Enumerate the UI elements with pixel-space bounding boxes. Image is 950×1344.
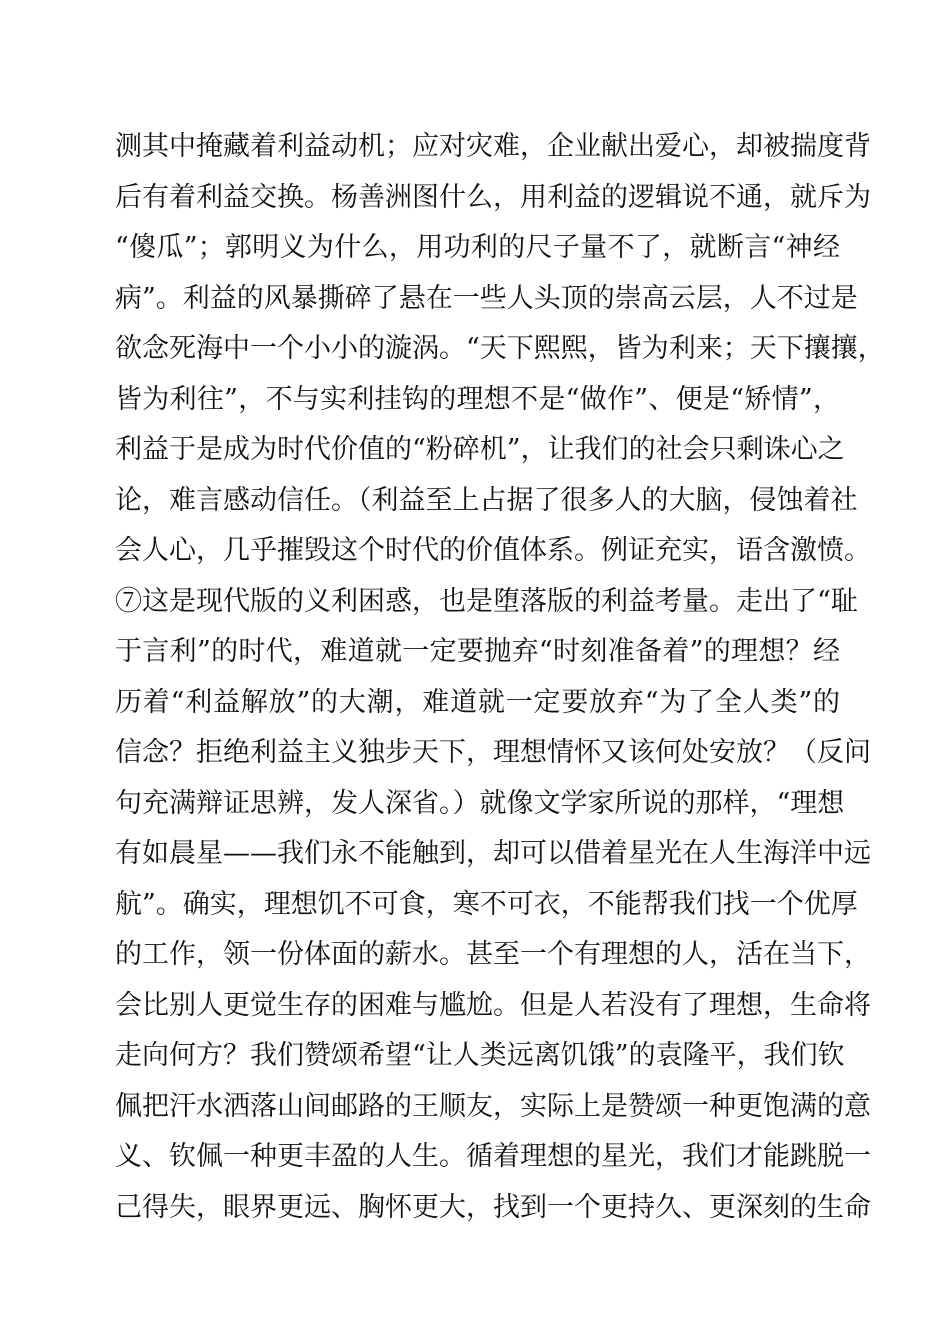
text-line: 会比别人更觉生存的困难与尴尬。但是人若没有了理想，生命将 — [115, 989, 871, 1021]
text-line: 会人心，几乎摧毁这个时代的价值体系。例证充实，语含激愤。 — [115, 535, 871, 566]
text-line: 走向何方？我们赞颂希望“让人类远离饥饿”的袁隆平，我们钦 — [115, 1040, 845, 1071]
text-line: 佩把汗水洒落山间邮路的王顺友，实际上是赞颂一种更饱满的意 — [115, 1090, 871, 1122]
text-line: 于言利”的时代，难道就一定要抛弃“时刻准备着”的理想？经 — [115, 636, 840, 667]
text-line: 句充满辩证思辨，发人深省。）就像文学家所说的那样，“理想 — [115, 787, 845, 819]
text-line: 信念？拒绝利益主义独步天下，理想情怀又该何处安放？（反问 — [115, 737, 871, 768]
text-line: 欲念死海中一个小小的漩涡。“天下熙熙，皆为利来；天下攘攘， — [115, 333, 885, 364]
text-line: 利益于是成为时代价值的“粉碎机”，让我们的社会只剩诛心之 — [115, 434, 845, 465]
text-line: 己得失，眼界更远、胸怀更大，找到一个更持久、更深刻的生命 — [115, 1191, 871, 1223]
text-line: 航”。确实，理想饥不可食，寒不可衣，不能帮我们找一个优厚 — [115, 888, 858, 920]
text-line: 义、钦佩一种更丰盈的人生。循着理想的星光，我们才能跳脱一 — [115, 1141, 871, 1172]
text-line: 后有着利益交换。杨善洲图什么，用利益的逻辑说不通，就斥为 — [115, 181, 871, 213]
text-line: 论，难言感动信任。（利益至上占据了很多人的大脑，侵蚀着社 — [115, 484, 858, 516]
text-line: 有如晨星——我们永不能触到，却可以借着星光在人生海洋中远 — [115, 838, 871, 869]
essay-body-text — [115, 122, 885, 1233]
text-line: 的工作，领一份体面的薪水。甚至一个有理想的人，活在当下， — [115, 939, 871, 970]
text-line: “傻瓜”；郭明义为什么，用功利的尺子量不了，就断言“神经 — [115, 232, 840, 263]
text-line: 病”。利益的风暴撕碎了悬在一些人头顶的崇高云层，人不过是 — [115, 282, 858, 314]
text-line: ⑦这是现代版的义利困惑，也是堕落版的利益考量。走出了“耻 — [115, 585, 858, 617]
text-line: 历着“利益解放”的大潮，难道就一定要放弃“为了全人类”的 — [115, 686, 840, 718]
text-line: 测其中掩藏着利益动机；应对灾难，企业献出爱心，却被揣度背 — [115, 131, 871, 162]
text-line: 皆为利往”，不与实利挂钩的理想不是“做作”、便是“矫情”， — [115, 383, 840, 415]
